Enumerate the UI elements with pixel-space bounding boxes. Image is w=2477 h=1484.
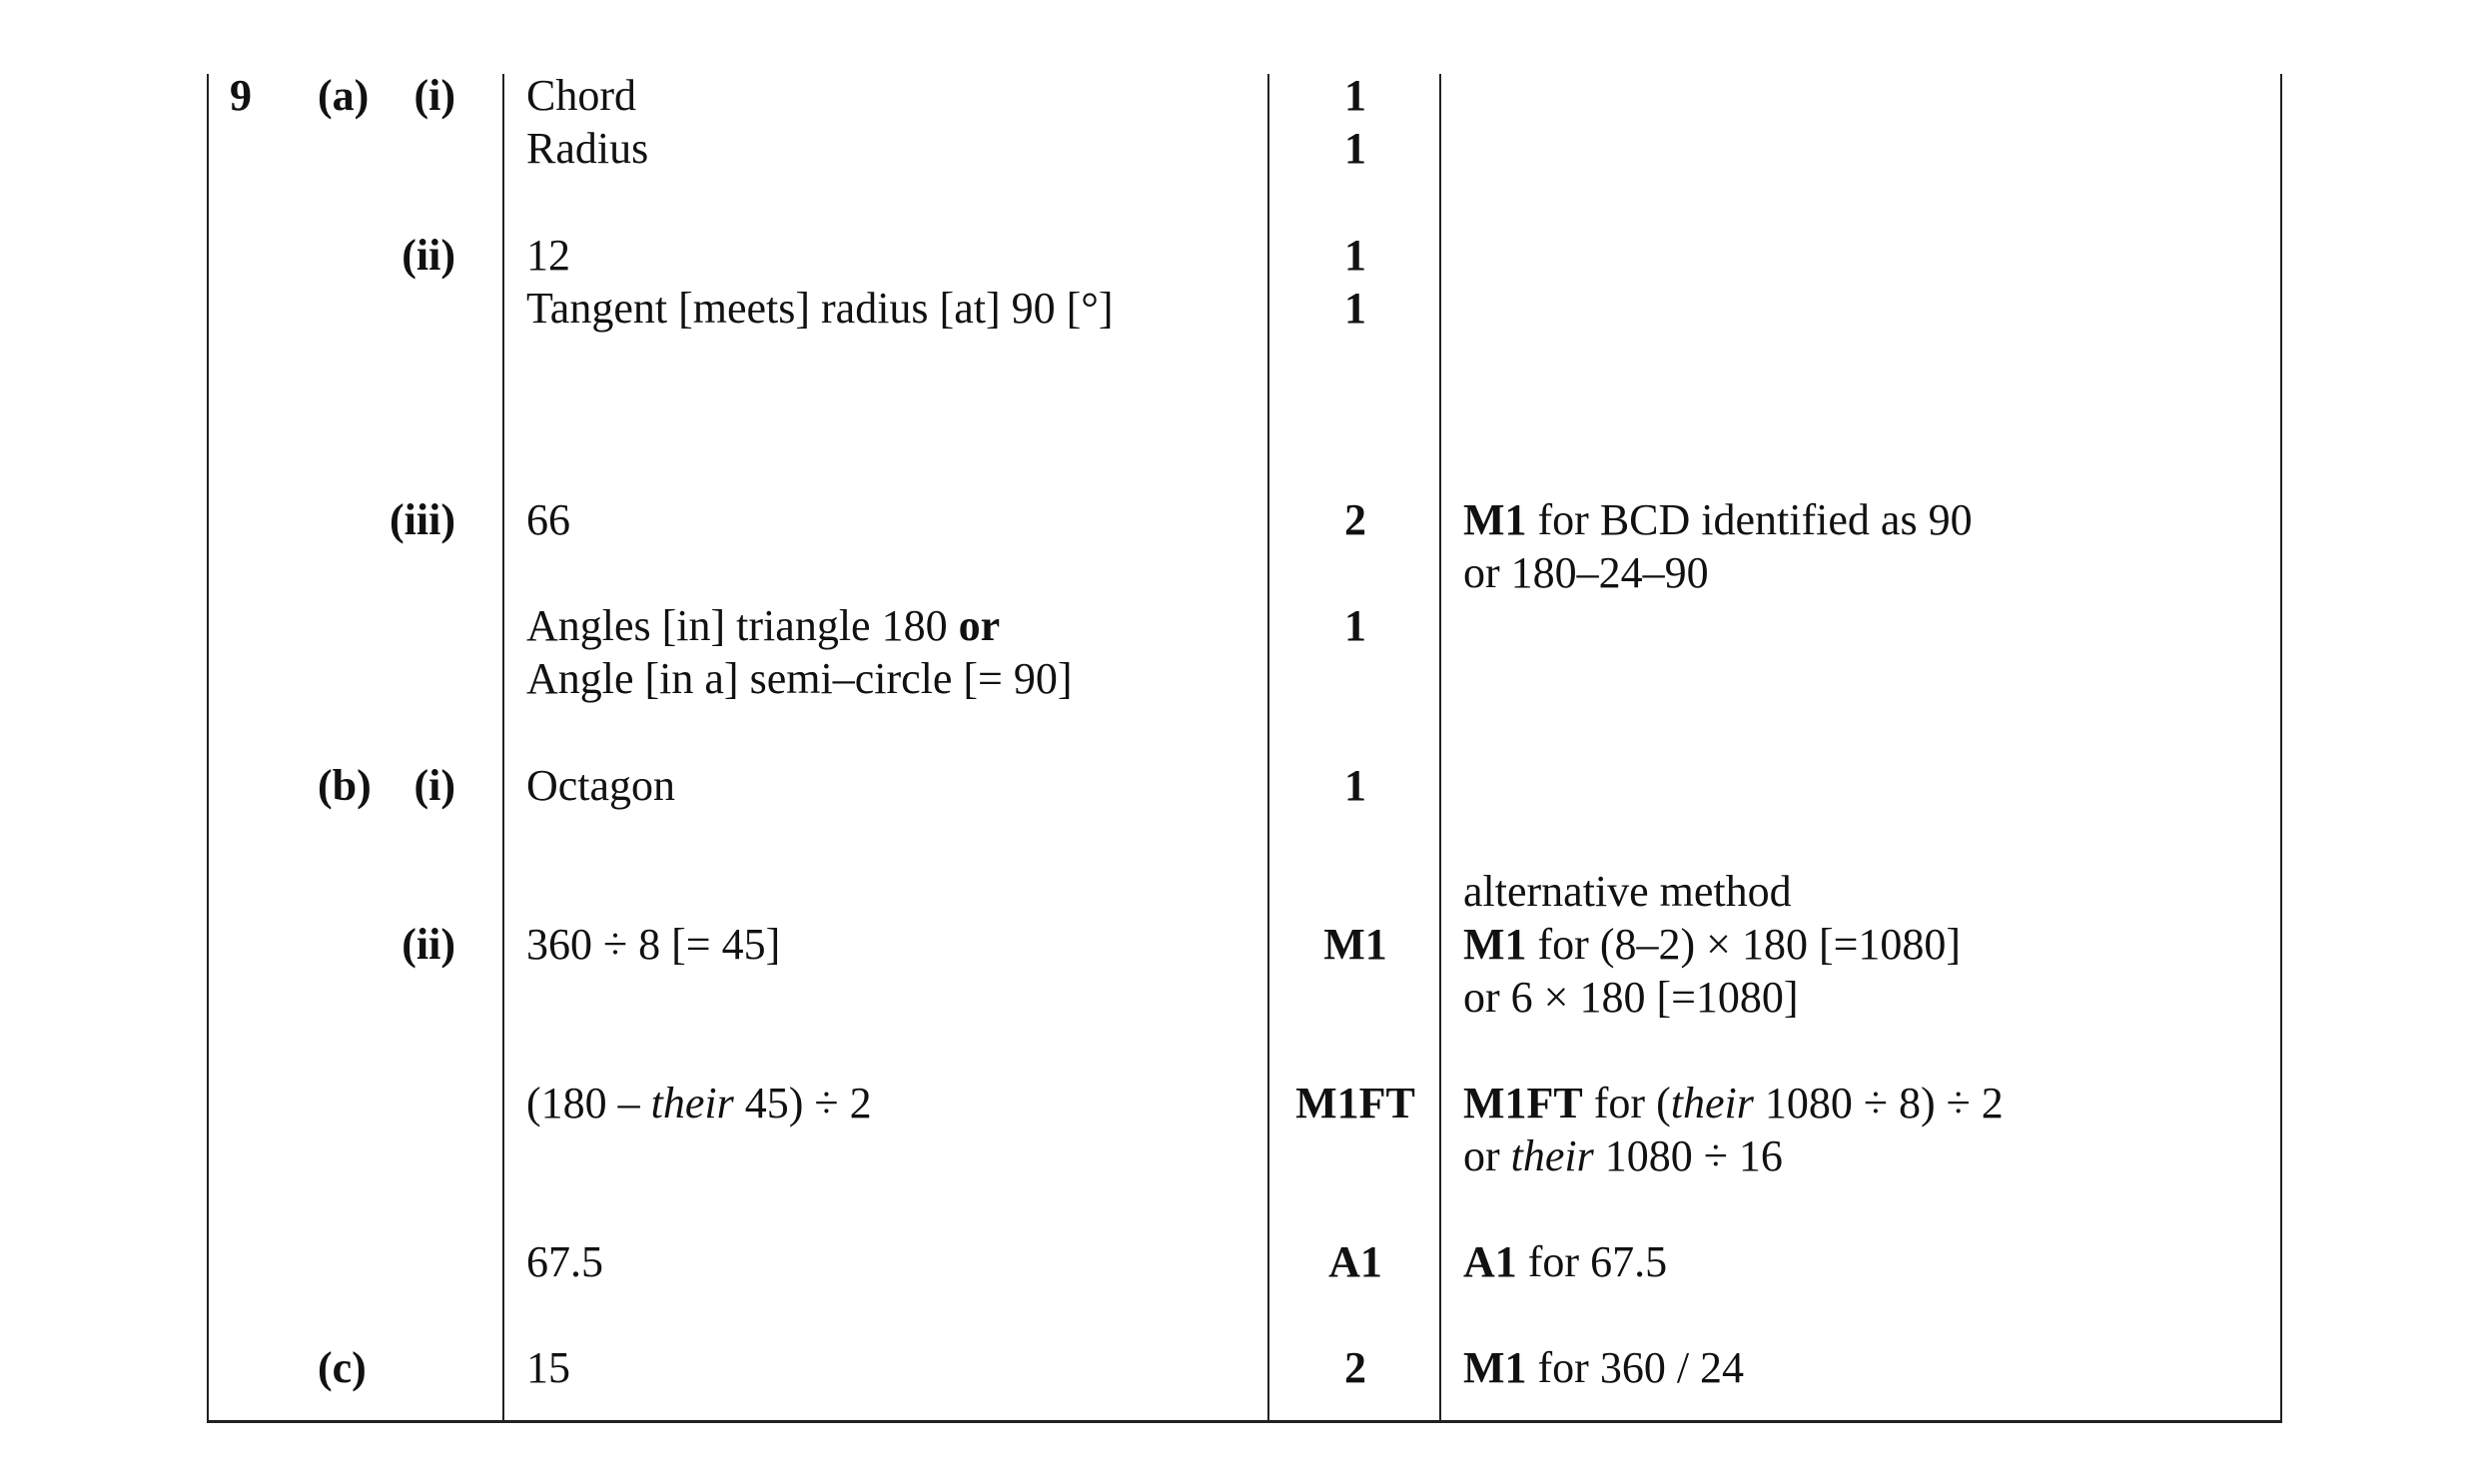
note-b-ii-m1 <box>1463 918 1961 971</box>
note-c-m1 <box>1463 1341 1744 1394</box>
note-a-iii-m1-code: M1 <box>1463 495 1527 544</box>
answer-a-iii-or: or <box>958 601 1001 650</box>
note-a-iii-alt: or 180–24–90 <box>1463 548 1709 597</box>
note-c-m1-text: for 360 / 24 <box>1526 1343 1745 1392</box>
note-b-ii-a1-code: A1 <box>1463 1237 1517 1286</box>
mark-c: 2 <box>1344 1343 1366 1392</box>
note-a-iii-m1 <box>1463 493 1973 546</box>
subpart-label-b-i: (i) <box>413 761 455 810</box>
mark-b-ii-a1: A1 <box>1328 1237 1382 1286</box>
part-label-a: (a) <box>318 71 370 120</box>
part-label-c: (c) <box>318 1343 367 1392</box>
note-b-ii-m1ft-text-2: 1080 ÷ 8) ÷ 2 <box>1753 1079 2004 1127</box>
note-b-ii-m1-code: M1 <box>1463 920 1527 969</box>
mark-b-ii-m1: M1 <box>1323 920 1387 969</box>
mark-a-iii-value: 2 <box>1344 495 1366 544</box>
note-b-ii-m1-or: or 6 × 180 [=1080] <box>1463 973 1799 1022</box>
answer-a-ii-value: 12 <box>526 231 570 280</box>
answer-a-i-chord: Chord <box>526 71 636 120</box>
note-b-ii-m1ft-or-pre: or <box>1463 1131 1511 1180</box>
note-b-ii-m1ft-their: their <box>1670 1079 1754 1127</box>
answer-a-iii-reason-1 <box>526 599 1000 652</box>
mark-b-i: 1 <box>1344 761 1366 810</box>
note-b-ii-m1ft-or-their: their <box>1510 1131 1594 1180</box>
answer-a-iii-value: 66 <box>526 495 570 544</box>
answer-b-ii-step-2-their: their <box>650 1079 734 1127</box>
note-b-ii-m1-text: for (8–2) × 180 [=1080] <box>1526 920 1962 969</box>
subpart-label-a-i: (i) <box>413 71 455 120</box>
mark-a-i-chord: 1 <box>1344 71 1366 120</box>
subpart-label-a-iii: (iii) <box>390 495 455 544</box>
answer-b-ii-step-2-post: 45) ÷ 2 <box>733 1079 872 1127</box>
answer-c: 15 <box>526 1343 570 1392</box>
answer-a-i-radius: Radius <box>526 124 649 173</box>
table-border-left <box>207 74 209 1423</box>
note-b-ii-m1ft <box>1463 1077 2004 1129</box>
mark-a-ii-reason: 1 <box>1344 284 1366 333</box>
mark-a-iii-reason: 1 <box>1344 601 1366 650</box>
note-b-ii-alternative: alternative method <box>1463 867 1792 916</box>
note-b-ii-m1ft-or <box>1463 1129 1783 1182</box>
note-b-ii-m1ft-or-post: 1080 ÷ 16 <box>1593 1131 1783 1180</box>
answer-b-ii-step-1: 360 ÷ 8 [= 45] <box>526 920 781 969</box>
note-b-ii-m1ft-code: M1FT <box>1463 1079 1583 1127</box>
answer-a-iii-reason-2: Angle [in a] semi–circle [= 90] <box>526 654 1073 703</box>
subpart-label-b-ii: (ii) <box>402 920 455 969</box>
mark-b-ii-m1ft: M1FT <box>1295 1079 1415 1127</box>
note-b-ii-m1ft-text-1: for ( <box>1582 1079 1671 1127</box>
answer-b-ii-step-2 <box>526 1077 872 1129</box>
mark-a-ii-value: 1 <box>1344 231 1366 280</box>
table-border-right <box>2280 74 2282 1423</box>
answer-a-iii-reason-1-text: Angles [in] triangle 180 <box>526 601 959 650</box>
note-b-ii-a1 <box>1463 1235 1667 1288</box>
note-a-iii-m1-text: for BCD identified as 90 <box>1526 495 1973 544</box>
subpart-label-a-ii: (ii) <box>402 231 455 280</box>
question-number: 9 <box>230 71 252 120</box>
answer-b-ii-final: 67.5 <box>526 1237 603 1286</box>
column-divider-answer <box>502 74 504 1423</box>
mark-a-i-radius: 1 <box>1344 124 1366 173</box>
note-b-ii-a1-text: for 67.5 <box>1516 1237 1668 1286</box>
answer-b-ii-step-2-pre: (180 – <box>526 1079 651 1127</box>
part-label-b: (b) <box>318 761 372 810</box>
answer-a-ii-reason: Tangent [meets] radius [at] 90 [°] <box>526 284 1114 333</box>
note-c-m1-code: M1 <box>1463 1343 1527 1392</box>
answer-b-i: Octagon <box>526 761 676 810</box>
column-divider-marks <box>1267 74 1269 1423</box>
table-border-bottom <box>207 1420 2281 1423</box>
